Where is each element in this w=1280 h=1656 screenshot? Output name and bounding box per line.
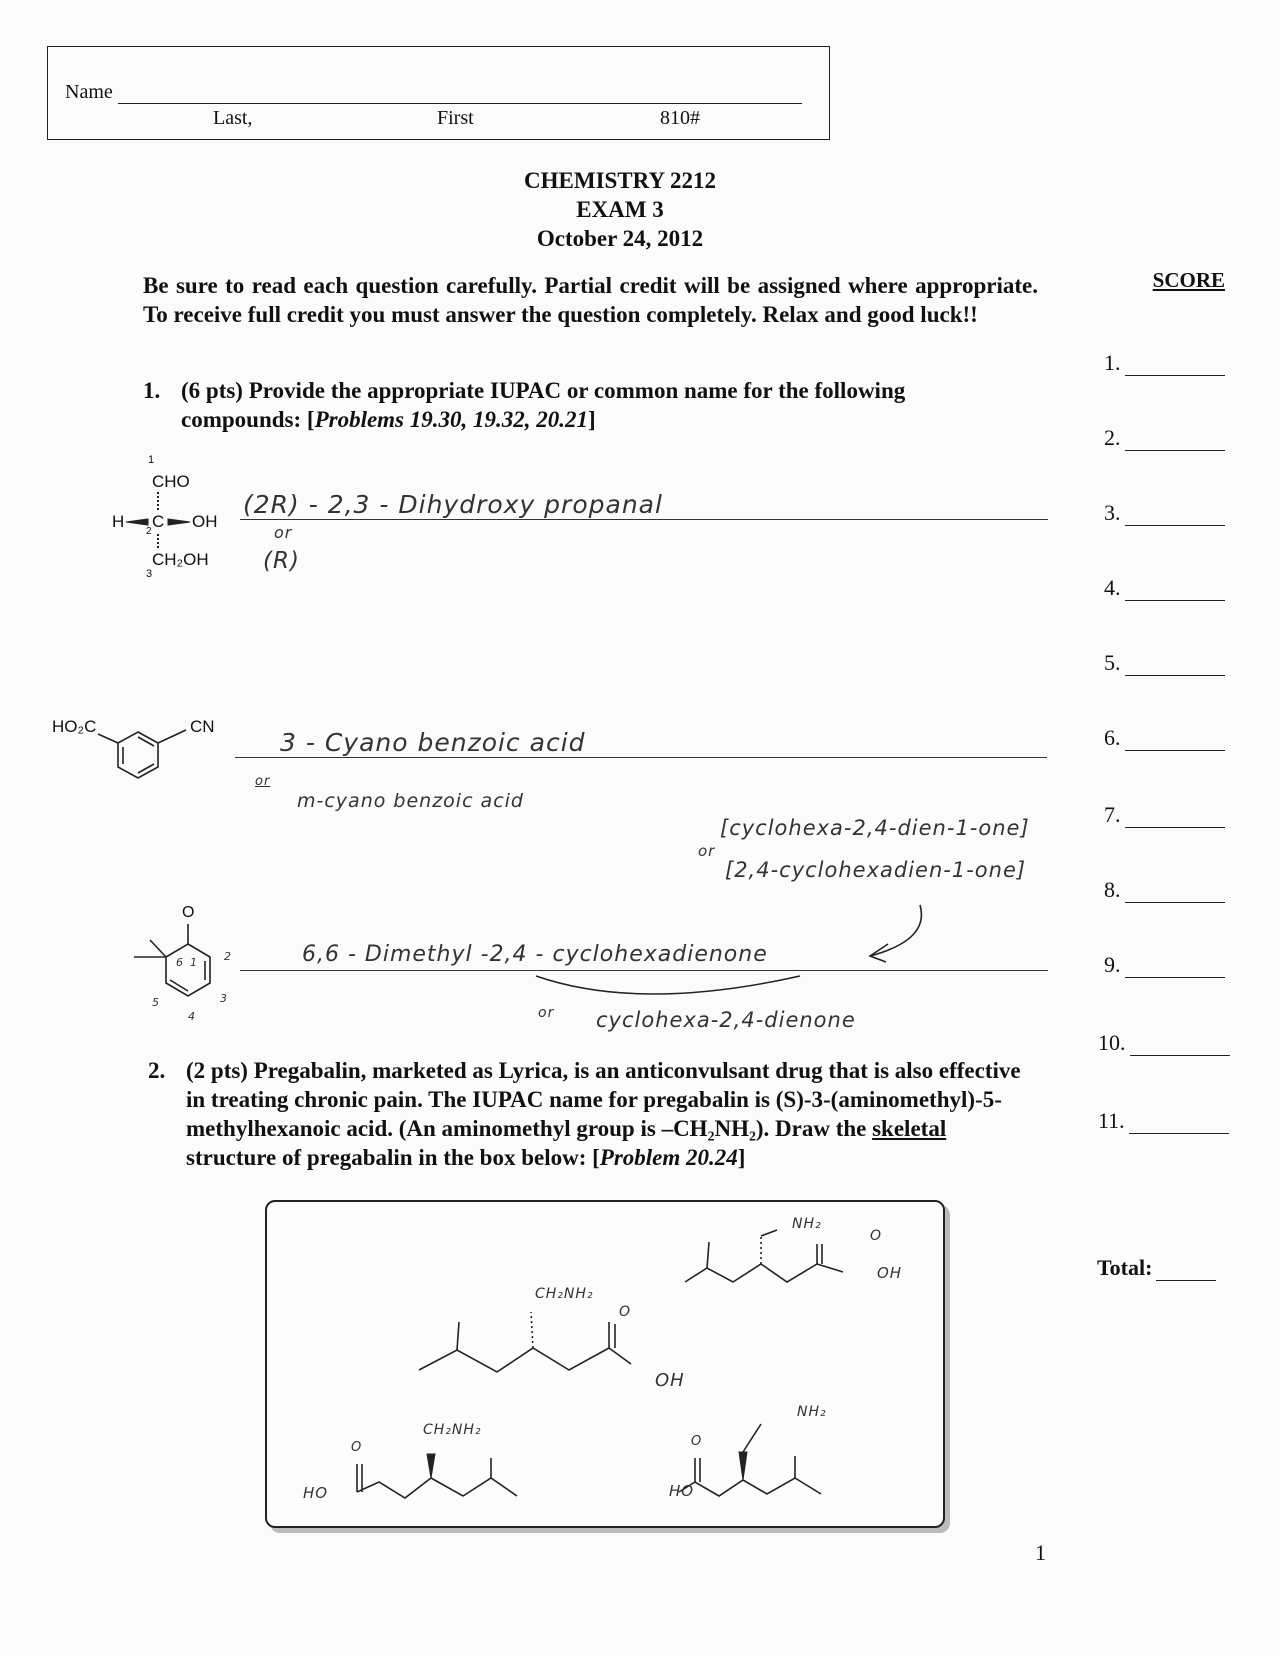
score-item bbox=[1104, 575, 1225, 601]
s2-hydroxyl: OH bbox=[877, 1264, 903, 1282]
q2-prompt: (2 pts) Pregabalin, marketed as Lyrica, is an anticonvulsant drug that is also effective in treating chronic pain. The IUPAC name for pregabalin is (S)-3-(aminomethyl)-5-methylhexanoic acid. (An aminomethyl group is –CH₂NH₂). bbox=[186, 1058, 1021, 1141]
s3-hydroxyl: HO bbox=[303, 1484, 329, 1502]
score-item-label: 2. bbox=[1104, 425, 1121, 450]
name-box bbox=[47, 46, 830, 140]
answer-a-line bbox=[240, 519, 1048, 520]
s1-oxygen: O bbox=[619, 1304, 632, 1320]
score-item-blank[interactable] bbox=[1125, 955, 1225, 978]
fischer-num1: 1 bbox=[148, 454, 155, 466]
fischer-bonds bbox=[100, 460, 240, 580]
fischer-num2: 2 bbox=[146, 526, 152, 537]
score-item-label: 4. bbox=[1104, 575, 1121, 600]
score-item-label: 10. bbox=[1098, 1030, 1126, 1055]
exam-header bbox=[470, 166, 770, 253]
answer-c-alt1: [cyclohexa-2,4-dien-1-one] bbox=[720, 816, 1030, 840]
score-item-label: 11. bbox=[1098, 1108, 1125, 1133]
fischer-projection bbox=[100, 454, 240, 580]
answer-c-alt2: [2,4-cyclohexadien-1-one] bbox=[725, 858, 1027, 882]
score-item bbox=[1104, 500, 1225, 526]
s1-substituent: CH₂NH₂ bbox=[535, 1286, 594, 1302]
ketone-n3: 3 bbox=[220, 992, 228, 1005]
total-blank[interactable] bbox=[1156, 1258, 1216, 1281]
score-item-label: 7. bbox=[1104, 802, 1121, 827]
ketone-n2: 2 bbox=[224, 950, 232, 963]
fischer-center: C bbox=[152, 512, 165, 531]
benzene-ring bbox=[50, 710, 240, 820]
course-title: CHEMISTRY 2212 bbox=[524, 168, 716, 193]
pregabalin-drawings bbox=[267, 1202, 943, 1526]
q1-prompt: (6 pts) Provide the appropriate IUPAC or common name for the following compounds: [ bbox=[181, 378, 906, 432]
ketone-structure bbox=[130, 900, 240, 1023]
last-label: Last, bbox=[213, 107, 253, 129]
s2-substituent: NH₂ bbox=[792, 1216, 822, 1232]
total-label: Total: bbox=[1097, 1255, 1153, 1280]
page-number: 1 bbox=[1035, 1540, 1046, 1565]
score-item bbox=[1104, 650, 1225, 676]
score-item-blank[interactable] bbox=[1129, 1111, 1229, 1134]
score-item bbox=[1104, 725, 1225, 751]
score-item-label: 3. bbox=[1104, 500, 1121, 525]
ketone-ring bbox=[130, 900, 240, 1020]
answer-c-marks bbox=[530, 900, 830, 1020]
total-row bbox=[1097, 1255, 1216, 1281]
score-item bbox=[1104, 425, 1225, 451]
score-item-blank[interactable] bbox=[1125, 353, 1225, 376]
answer-b-line bbox=[235, 757, 1047, 758]
exam-date: October 24, 2012 bbox=[536, 226, 704, 251]
score-item-label: 6. bbox=[1104, 725, 1121, 750]
s4-hydroxyl: HO bbox=[669, 1482, 695, 1500]
score-item-blank[interactable] bbox=[1125, 728, 1225, 751]
q2-number: 2. bbox=[148, 1058, 166, 1083]
ketone-n4: 4 bbox=[188, 1010, 196, 1023]
answer-c-alt3: cyclohexa-2,4-dienone bbox=[596, 1008, 856, 1032]
q1-reference: Problems 19.30, 19.32, 20.21 bbox=[314, 407, 589, 432]
answer-box[interactable] bbox=[265, 1200, 945, 1528]
arrow-icon bbox=[860, 900, 980, 980]
score-item bbox=[1104, 802, 1225, 828]
answer-c: 6,6 - Dimethyl -2,4 - cyclohexadienone bbox=[302, 942, 768, 967]
q1-text bbox=[181, 376, 1001, 434]
ketone-n5: 5 bbox=[152, 996, 160, 1009]
score-item bbox=[1098, 1030, 1230, 1056]
score-item bbox=[1098, 1108, 1229, 1134]
score-column bbox=[1095, 268, 1235, 293]
fischer-num3: 3 bbox=[146, 568, 153, 580]
exam-title: EXAM 3 bbox=[576, 197, 664, 222]
score-item-blank[interactable] bbox=[1125, 880, 1225, 903]
q2-draw-end: structure of pregabalin in the box below: [ bbox=[186, 1145, 600, 1170]
score-item bbox=[1104, 952, 1225, 978]
score-item bbox=[1104, 877, 1225, 903]
q2-draw: Draw the bbox=[775, 1116, 873, 1141]
instructions: Be sure to read each question carefully. Partial credit will be assigned where appropriate. To receive full credit you must answer the question completely. Relax and good luck!! bbox=[143, 273, 1038, 327]
first-label: First bbox=[437, 107, 474, 129]
score-item bbox=[1104, 350, 1225, 376]
score-item-label: 9. bbox=[1104, 952, 1121, 977]
score-item-label: 1. bbox=[1104, 350, 1121, 375]
answer-a: (2R) - 2,3 - Dihydroxy propanal bbox=[243, 490, 663, 519]
s4-substituent: NH₂ bbox=[797, 1404, 827, 1420]
name-label: Name bbox=[65, 81, 113, 103]
score-item-blank[interactable] bbox=[1125, 578, 1225, 601]
score-item-blank[interactable] bbox=[1125, 653, 1225, 676]
score-item-blank[interactable] bbox=[1125, 428, 1225, 451]
fischer-left: H bbox=[112, 512, 125, 531]
s2-oxygen: O bbox=[870, 1228, 883, 1244]
q1-bracket: ] bbox=[588, 407, 596, 432]
benzene-structure bbox=[50, 710, 240, 820]
answer-b-or: or bbox=[255, 774, 271, 789]
score-item-label: 8. bbox=[1104, 877, 1121, 902]
fischer-bottom: CH₂OH bbox=[152, 550, 209, 569]
score-item-blank[interactable] bbox=[1125, 503, 1225, 526]
name-field[interactable] bbox=[118, 99, 802, 104]
s1-hydroxyl: OH bbox=[655, 1370, 685, 1391]
s4-oxygen: O bbox=[691, 1434, 703, 1449]
q1-number: 1. bbox=[143, 378, 161, 403]
score-title: SCORE bbox=[1152, 268, 1225, 292]
fischer-top: CHO bbox=[152, 472, 190, 491]
q2-reference: Problem 20.24 bbox=[599, 1145, 738, 1170]
ketone-oxygen: O bbox=[182, 904, 195, 921]
ketone-n1: 1 bbox=[190, 956, 198, 969]
id-label: 810# bbox=[660, 107, 700, 129]
q2-text bbox=[186, 1056, 1028, 1172]
answer-a-alt: (R) bbox=[263, 548, 300, 574]
benzene-left-group: HO₂C bbox=[52, 717, 97, 736]
score-item-label: 5. bbox=[1104, 650, 1121, 675]
answer-b: 3 - Cyano benzoic acid bbox=[280, 728, 586, 757]
q2-bracket: ] bbox=[737, 1145, 746, 1170]
q2-skeletal: skeletal bbox=[872, 1116, 947, 1141]
answer-a-or: or bbox=[274, 523, 293, 542]
fischer-right: OH bbox=[192, 512, 218, 531]
score-item-blank[interactable] bbox=[1125, 805, 1225, 828]
score-item-blank[interactable] bbox=[1130, 1033, 1230, 1056]
benzene-right-group: CN bbox=[190, 717, 215, 736]
ketone-n6: 6 bbox=[176, 956, 184, 969]
answer-b-alt: m-cyano benzoic acid bbox=[297, 790, 524, 812]
answer-c-or1: or bbox=[698, 842, 716, 860]
answer-c-or2: or bbox=[538, 1005, 555, 1021]
s3-substituent: CH₂NH₂ bbox=[423, 1422, 482, 1438]
s3-oxygen: O bbox=[351, 1440, 363, 1455]
